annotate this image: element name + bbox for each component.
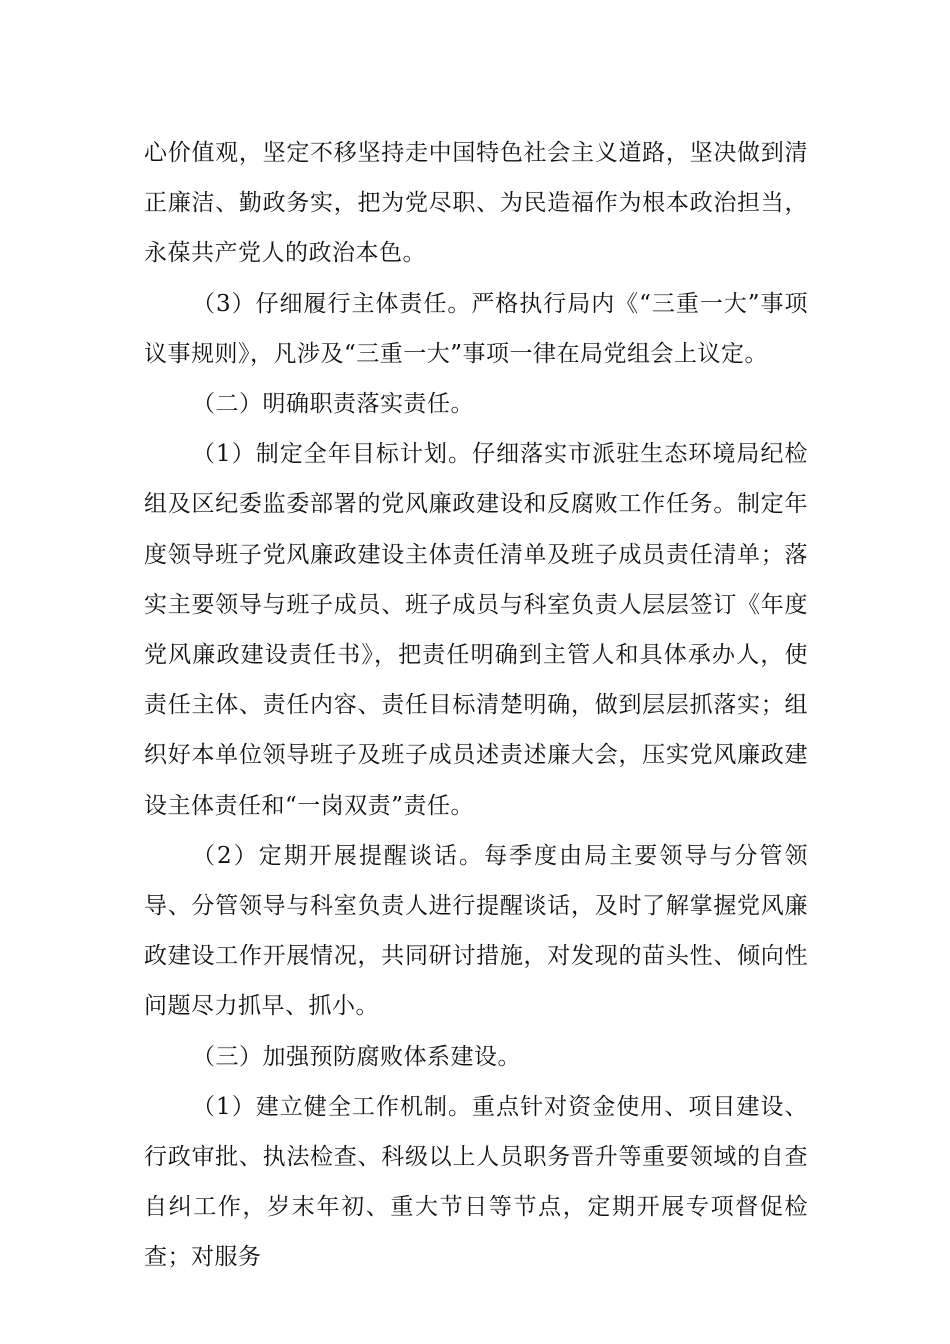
document-body bbox=[144, 128, 808, 1283]
section-heading-2: （二）明确职责落实责任。 bbox=[192, 391, 474, 418]
paragraph-item-1-work-mechanism: （1）建立健全工作机制。重点针对资金使用、项目建设、行政审批、执法检查、科级以上人员职务晋升等重要领域的自查自纠工作，岁末年初、重大节日等节点，定期开展专项督促检查；对服务 bbox=[144, 1093, 808, 1271]
paragraph-item-2-reminder-talks: （2）定期开展提醒谈话。每季度由局主要领导与分管领导、分管领导与科室负责人进行提醒谈话，及时了解掌握党风廉政建设工作开展情况，共同研讨措施，对发现的苗头性、倾向性问题尽力抓早、抓小。 bbox=[144, 842, 808, 1020]
paragraph-item-1-annual-plan: （1）制定全年目标计划。仔细落实市派驻生态环境局纪检组及区纪委监委部署的党风廉政建设和反腐败工作任务。制定年度领导班子党风廉政建设主体责任清单及班子成员责任清单；落实主要领导与班子成员、班子成员与科室负责人层层签订《年度党风廉政建设责任书》，把责任明确到主管人和具体承办人，使责任主体、责任内容、责任目标清楚明确，做到层层抓落实；组织好本单位领导班子及班子成员述责述廉大会，压实党风廉政建设主体责任和“一岗双责”责任。 bbox=[144, 441, 808, 819]
paragraph-continuation: 心价值观，坚定不移坚持走中国特色社会主义道路，坚决做到清正廉洁、勤政务实，把为党尽职、为民造福作为根本政治担当，永葆共产党人的政治本色。 bbox=[144, 140, 808, 267]
section-heading-3: （三）加强预防腐败体系建设。 bbox=[192, 1043, 521, 1070]
paragraph-item-3-responsibility: （3）仔细履行主体责任。严格执行局内《“三重一大”事项议事规则》，凡涉及“三重一大”事项一律在局党组会上议定。 bbox=[144, 290, 808, 367]
